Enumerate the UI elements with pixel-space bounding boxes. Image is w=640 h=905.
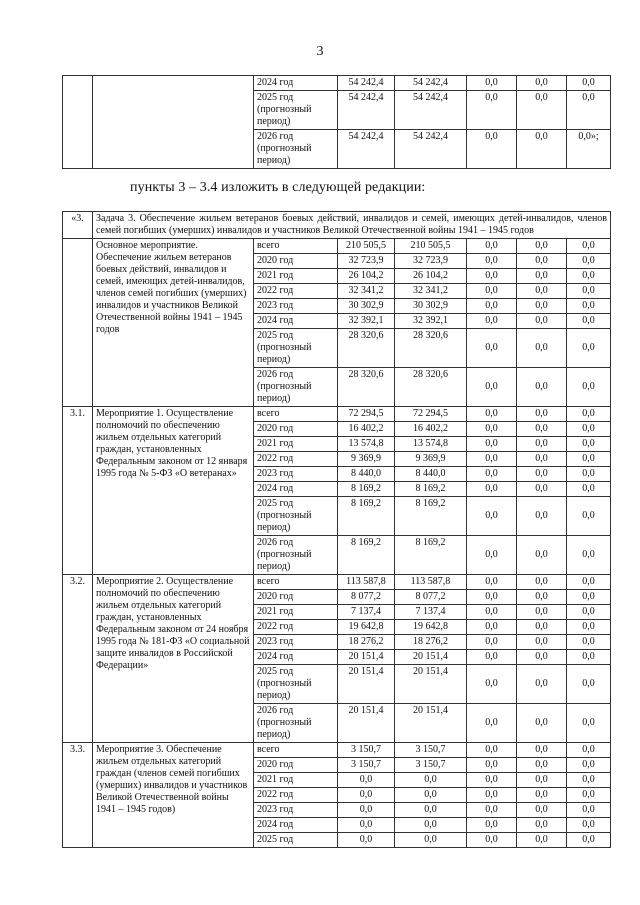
regional-cell: 3 150,7 bbox=[395, 743, 467, 758]
regional-cell: 30 302,9 bbox=[395, 299, 467, 314]
value-cell: 0,0 bbox=[567, 773, 611, 788]
value-cell: 0,0 bbox=[567, 368, 611, 407]
period-cell: всего bbox=[254, 575, 338, 590]
continuation-table bbox=[62, 75, 611, 169]
value-cell: 0,0 bbox=[467, 743, 517, 758]
item-number: 3.2. bbox=[63, 575, 93, 743]
total-cell: 32 341,2 bbox=[338, 284, 395, 299]
value-cell: 0,0 bbox=[517, 239, 567, 254]
value-cell: 0,0 bbox=[517, 743, 567, 758]
period-cell: 2025 год (прогнозный период) bbox=[254, 329, 338, 368]
value-cell: 0,0 bbox=[517, 788, 567, 803]
value-cell: 0,0 bbox=[567, 788, 611, 803]
regional-cell: 7 137,4 bbox=[395, 605, 467, 620]
value-cell: 0,0 bbox=[517, 422, 567, 437]
value-cell: 0,0 bbox=[517, 773, 567, 788]
value-cell: 0,0 bbox=[467, 130, 517, 169]
total-cell: 210 505,5 bbox=[338, 239, 395, 254]
period-cell: 2020 год bbox=[254, 590, 338, 605]
total-cell: 8 169,2 bbox=[338, 497, 395, 536]
value-cell: 0,0 bbox=[467, 76, 517, 91]
value-cell: 0,0 bbox=[517, 314, 567, 329]
total-cell: 0,0 bbox=[338, 788, 395, 803]
value-cell: 0,0 bbox=[517, 635, 567, 650]
regional-cell: 0,0 bbox=[395, 788, 467, 803]
regional-cell: 9 369,9 bbox=[395, 452, 467, 467]
regional-cell: 8 169,2 bbox=[395, 497, 467, 536]
total-cell: 9 369,9 bbox=[338, 452, 395, 467]
value-cell: 0,0 bbox=[517, 536, 567, 575]
table-row bbox=[63, 575, 611, 590]
total-cell: 0,0 bbox=[338, 818, 395, 833]
item-description: Мероприятие 2. Осуществление полномочий по обеспечению жильем отдельных категорий граждан, установленных Федеральным законом от 24 ноября 1995 года № 181-ФЗ «О социальной защите инвалидов в Российской Федерации» bbox=[93, 575, 254, 743]
value-cell: 0,0 bbox=[567, 605, 611, 620]
period-cell: 2021 год bbox=[254, 269, 338, 284]
total-cell: 26 104,2 bbox=[338, 269, 395, 284]
regional-cell: 19 642,8 bbox=[395, 620, 467, 635]
table-row bbox=[63, 76, 611, 91]
value-cell: 0,0 bbox=[517, 91, 567, 130]
value-cell: 0,0 bbox=[567, 482, 611, 497]
value-cell: 0,0 bbox=[517, 665, 567, 704]
regional-cell: 0,0 bbox=[395, 803, 467, 818]
value-cell: 0,0»; bbox=[567, 130, 611, 169]
total-cell: 32 392,1 bbox=[338, 314, 395, 329]
value-cell: 0,0 bbox=[467, 773, 517, 788]
value-cell: 0,0 bbox=[467, 452, 517, 467]
description-cell bbox=[93, 76, 254, 169]
item-description: Мероприятие 3. Обеспечение жильем отдельных категорий граждан (членов семей погибших (умерших) инвалидов и участников Великой Отечественной войны 1941 – 1945 годов) bbox=[93, 743, 254, 848]
value-cell: 0,0 bbox=[517, 269, 567, 284]
value-cell: 0,0 bbox=[467, 497, 517, 536]
regional-cell: 28 320,6 bbox=[395, 368, 467, 407]
value-cell: 0,0 bbox=[567, 818, 611, 833]
period-cell: 2026 год (прогнозный период) bbox=[254, 704, 338, 743]
regional-cell: 8 077,2 bbox=[395, 590, 467, 605]
regional-cell: 20 151,4 bbox=[395, 650, 467, 665]
value-cell: 0,0 bbox=[517, 650, 567, 665]
value-cell: 0,0 bbox=[467, 650, 517, 665]
period-cell: 2025 год bbox=[254, 833, 338, 848]
period-cell: 2026 год (прогнозный период) bbox=[254, 368, 338, 407]
value-cell: 0,0 bbox=[567, 91, 611, 130]
value-cell: 0,0 bbox=[467, 575, 517, 590]
value-cell: 0,0 bbox=[567, 833, 611, 848]
value-cell: 0,0 bbox=[467, 788, 517, 803]
period-cell: 2024 год bbox=[254, 818, 338, 833]
value-cell: 0,0 bbox=[567, 803, 611, 818]
value-cell: 0,0 bbox=[467, 299, 517, 314]
total-cell: 0,0 bbox=[338, 833, 395, 848]
task-number: «3. bbox=[63, 212, 93, 239]
value-cell: 0,0 bbox=[567, 437, 611, 452]
value-cell: 0,0 bbox=[467, 437, 517, 452]
item-number bbox=[63, 239, 93, 407]
value-cell: 0,0 bbox=[567, 575, 611, 590]
total-cell: 30 302,9 bbox=[338, 299, 395, 314]
total-cell: 72 294,5 bbox=[338, 407, 395, 422]
value-cell: 0,0 bbox=[467, 329, 517, 368]
value-cell: 0,0 bbox=[517, 368, 567, 407]
total-cell: 13 574,8 bbox=[338, 437, 395, 452]
value-cell: 0,0 bbox=[567, 665, 611, 704]
value-cell: 0,0 bbox=[517, 254, 567, 269]
regional-cell: 32 392,1 bbox=[395, 314, 467, 329]
value-cell: 0,0 bbox=[467, 239, 517, 254]
value-cell: 0,0 bbox=[517, 329, 567, 368]
period-cell: всего bbox=[254, 743, 338, 758]
value-cell: 0,0 bbox=[467, 368, 517, 407]
regional-cell: 54 242,4 bbox=[395, 91, 467, 130]
value-cell: 0,0 bbox=[467, 833, 517, 848]
value-cell: 0,0 bbox=[567, 407, 611, 422]
period-cell: 2023 год bbox=[254, 467, 338, 482]
total-cell: 18 276,2 bbox=[338, 635, 395, 650]
total-cell: 54 242,4 bbox=[338, 91, 395, 130]
value-cell: 0,0 bbox=[467, 536, 517, 575]
period-cell: 2022 год bbox=[254, 452, 338, 467]
total-cell: 8 077,2 bbox=[338, 590, 395, 605]
value-cell: 0,0 bbox=[517, 284, 567, 299]
regional-cell: 20 151,4 bbox=[395, 704, 467, 743]
value-cell: 0,0 bbox=[467, 314, 517, 329]
total-cell: 54 242,4 bbox=[338, 130, 395, 169]
period-cell: 2021 год bbox=[254, 437, 338, 452]
total-cell: 3 150,7 bbox=[338, 758, 395, 773]
value-cell: 0,0 bbox=[467, 620, 517, 635]
regional-cell: 18 276,2 bbox=[395, 635, 467, 650]
item-number: 3.3. bbox=[63, 743, 93, 848]
value-cell: 0,0 bbox=[517, 437, 567, 452]
value-cell: 0,0 bbox=[517, 452, 567, 467]
value-cell: 0,0 bbox=[567, 635, 611, 650]
value-cell: 0,0 bbox=[517, 299, 567, 314]
period-cell: 2020 год bbox=[254, 254, 338, 269]
value-cell: 0,0 bbox=[567, 314, 611, 329]
regional-cell: 8 169,2 bbox=[395, 482, 467, 497]
total-cell: 8 440,0 bbox=[338, 467, 395, 482]
total-cell: 8 169,2 bbox=[338, 482, 395, 497]
value-cell: 0,0 bbox=[517, 833, 567, 848]
regional-cell: 32 341,2 bbox=[395, 284, 467, 299]
period-cell: 2021 год bbox=[254, 605, 338, 620]
total-cell: 32 723,9 bbox=[338, 254, 395, 269]
value-cell: 0,0 bbox=[517, 620, 567, 635]
period-cell: 2023 год bbox=[254, 635, 338, 650]
total-cell: 7 137,4 bbox=[338, 605, 395, 620]
period-cell: всего bbox=[254, 239, 338, 254]
regional-cell: 28 320,6 bbox=[395, 329, 467, 368]
period-cell: 2022 год bbox=[254, 788, 338, 803]
value-cell: 0,0 bbox=[467, 422, 517, 437]
value-cell: 0,0 bbox=[567, 620, 611, 635]
table-row bbox=[63, 407, 611, 422]
budget-table bbox=[62, 211, 611, 848]
total-cell: 28 320,6 bbox=[338, 329, 395, 368]
value-cell: 0,0 bbox=[467, 635, 517, 650]
regional-cell: 3 150,7 bbox=[395, 758, 467, 773]
value-cell: 0,0 bbox=[517, 605, 567, 620]
period-cell: 2023 год bbox=[254, 803, 338, 818]
total-cell: 3 150,7 bbox=[338, 743, 395, 758]
period-cell: 2024 год bbox=[254, 76, 338, 91]
task-text: Задача 3. Обеспечение жильем ветеранов боевых действий, инвалидов и семей, имеющих детей-инвалидов, членов семей погибших (умерших) инвалидов и участников Великой Отечественной войны 1941 – 1945 годов bbox=[93, 212, 611, 239]
value-cell: 0,0 bbox=[517, 130, 567, 169]
value-cell: 0,0 bbox=[517, 818, 567, 833]
value-cell: 0,0 bbox=[467, 269, 517, 284]
table-row bbox=[63, 743, 611, 758]
value-cell: 0,0 bbox=[567, 452, 611, 467]
total-cell: 0,0 bbox=[338, 803, 395, 818]
period-cell: 2024 год bbox=[254, 314, 338, 329]
value-cell: 0,0 bbox=[467, 407, 517, 422]
total-cell: 28 320,6 bbox=[338, 368, 395, 407]
period-cell: всего bbox=[254, 407, 338, 422]
total-cell: 8 169,2 bbox=[338, 536, 395, 575]
regional-cell: 32 723,9 bbox=[395, 254, 467, 269]
value-cell: 0,0 bbox=[517, 758, 567, 773]
value-cell: 0,0 bbox=[567, 467, 611, 482]
period-cell: 2026 год (прогнозный период) bbox=[254, 536, 338, 575]
period-cell: 2020 год bbox=[254, 758, 338, 773]
value-cell: 0,0 bbox=[517, 575, 567, 590]
regional-cell: 16 402,2 bbox=[395, 422, 467, 437]
item-description: Мероприятие 1. Осуществление полномочий по обеспечению жильем отдельных категорий граждан, установленных Федеральным законом от 12 января 1995 года № 5-ФЗ «О ветеранах» bbox=[93, 407, 254, 575]
value-cell: 0,0 bbox=[467, 818, 517, 833]
total-cell: 54 242,4 bbox=[338, 76, 395, 91]
value-cell: 0,0 bbox=[467, 704, 517, 743]
regional-cell: 54 242,4 bbox=[395, 130, 467, 169]
regional-cell: 0,0 bbox=[395, 818, 467, 833]
period-cell: 2020 год bbox=[254, 422, 338, 437]
value-cell: 0,0 bbox=[517, 497, 567, 536]
value-cell: 0,0 bbox=[517, 467, 567, 482]
regional-cell: 54 242,4 bbox=[395, 76, 467, 91]
period-cell: 2024 год bbox=[254, 650, 338, 665]
regional-cell: 0,0 bbox=[395, 833, 467, 848]
regional-cell: 8 169,2 bbox=[395, 536, 467, 575]
regional-cell: 113 587,8 bbox=[395, 575, 467, 590]
value-cell: 0,0 bbox=[567, 704, 611, 743]
period-cell: 2024 год bbox=[254, 482, 338, 497]
value-cell: 0,0 bbox=[567, 758, 611, 773]
item-description: Основное мероприятие. Обеспечение жильем ветеранов боевых действий, инвалидов и семей, имеющих детей-инвалидов, членов семей погибших (умерших) инвалидов и участников Великой Отечественной войны 1941 – 1945 годов bbox=[93, 239, 254, 407]
regional-cell: 20 151,4 bbox=[395, 665, 467, 704]
value-cell: 0,0 bbox=[467, 467, 517, 482]
value-cell: 0,0 bbox=[567, 239, 611, 254]
value-cell: 0,0 bbox=[467, 284, 517, 299]
value-cell: 0,0 bbox=[567, 76, 611, 91]
value-cell: 0,0 bbox=[517, 407, 567, 422]
regional-cell: 13 574,8 bbox=[395, 437, 467, 452]
item-number: 3.1. bbox=[63, 407, 93, 575]
number-cell bbox=[63, 76, 93, 169]
total-cell: 19 642,8 bbox=[338, 620, 395, 635]
value-cell: 0,0 bbox=[567, 254, 611, 269]
period-cell: 2025 год (прогнозный период) bbox=[254, 91, 338, 130]
period-cell: 2026 год (прогнозный период) bbox=[254, 130, 338, 169]
total-cell: 20 151,4 bbox=[338, 665, 395, 704]
value-cell: 0,0 bbox=[467, 605, 517, 620]
regional-cell: 8 440,0 bbox=[395, 467, 467, 482]
value-cell: 0,0 bbox=[567, 650, 611, 665]
value-cell: 0,0 bbox=[467, 758, 517, 773]
task-row bbox=[63, 212, 611, 239]
period-cell: 2023 год bbox=[254, 299, 338, 314]
value-cell: 0,0 bbox=[517, 76, 567, 91]
section-heading: пункты 3 – 3.4 изложить в следующей редакции: bbox=[130, 180, 426, 195]
period-cell: 2021 год bbox=[254, 773, 338, 788]
period-cell: 2025 год (прогнозный период) bbox=[254, 665, 338, 704]
value-cell: 0,0 bbox=[567, 284, 611, 299]
total-cell: 113 587,8 bbox=[338, 575, 395, 590]
value-cell: 0,0 bbox=[567, 590, 611, 605]
value-cell: 0,0 bbox=[517, 590, 567, 605]
value-cell: 0,0 bbox=[467, 254, 517, 269]
value-cell: 0,0 bbox=[567, 299, 611, 314]
total-cell: 20 151,4 bbox=[338, 650, 395, 665]
value-cell: 0,0 bbox=[567, 743, 611, 758]
period-cell: 2022 год bbox=[254, 620, 338, 635]
value-cell: 0,0 bbox=[467, 590, 517, 605]
value-cell: 0,0 bbox=[467, 803, 517, 818]
value-cell: 0,0 bbox=[517, 482, 567, 497]
value-cell: 0,0 bbox=[467, 665, 517, 704]
value-cell: 0,0 bbox=[517, 803, 567, 818]
value-cell: 0,0 bbox=[567, 536, 611, 575]
total-cell: 0,0 bbox=[338, 773, 395, 788]
regional-cell: 72 294,5 bbox=[395, 407, 467, 422]
total-cell: 16 402,2 bbox=[338, 422, 395, 437]
total-cell: 20 151,4 bbox=[338, 704, 395, 743]
regional-cell: 210 505,5 bbox=[395, 239, 467, 254]
value-cell: 0,0 bbox=[567, 422, 611, 437]
page-number: 3 bbox=[316, 44, 324, 59]
value-cell: 0,0 bbox=[517, 704, 567, 743]
period-cell: 2025 год (прогнозный период) bbox=[254, 497, 338, 536]
table-row bbox=[63, 239, 611, 254]
value-cell: 0,0 bbox=[467, 91, 517, 130]
regional-cell: 26 104,2 bbox=[395, 269, 467, 284]
period-cell: 2022 год bbox=[254, 284, 338, 299]
regional-cell: 0,0 bbox=[395, 773, 467, 788]
value-cell: 0,0 bbox=[567, 269, 611, 284]
value-cell: 0,0 bbox=[567, 329, 611, 368]
value-cell: 0,0 bbox=[467, 482, 517, 497]
value-cell: 0,0 bbox=[567, 497, 611, 536]
